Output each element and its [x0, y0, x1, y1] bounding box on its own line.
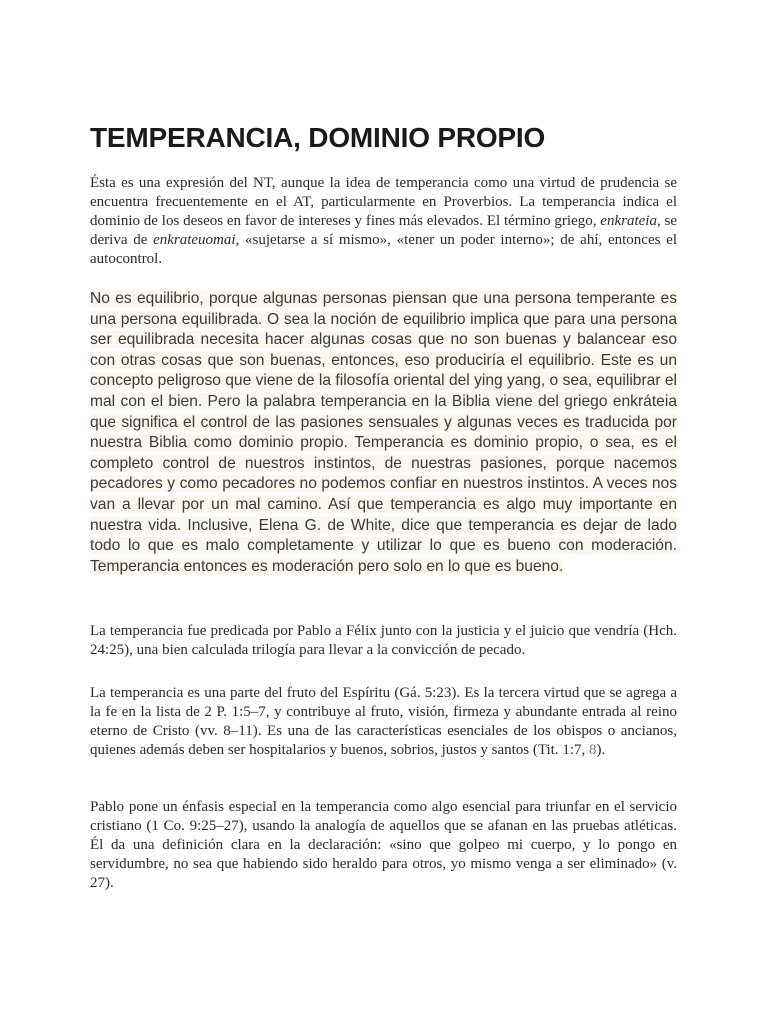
fruto-text: La temperancia es una parte del fruto del Espíritu (Gá. 5:23). Es la tercera virtud que se agrega a la fe en la lista de 2 P. 1:5–7, y contribuye al fruto, visión, firmeza y abundante entrada al reino eterno de Cristo (vv. 8–11). Es una de las características esenciales de los obispos o ancianos, quienes además deben ser hospitalarios y buenos, sobrios, justos y santos (Tit. 1:7,	[90, 685, 677, 758]
intro-paragraph	[90, 174, 677, 269]
paragraph-pablo-felix: La temperancia fue predicada por Pablo a Félix junto con la justicia y el juicio que vendría (Hch. 24:25), una bien calculada trilogía para llevar a la convicción de pecado.	[90, 623, 677, 658]
highlighted-paragraph	[90, 289, 677, 577]
intro-text-1: Ésta es una expresión del NT, aunque la idea de temperancia como una virtud de prudencia se encuentra frecuentemente en el AT, particularmente en Proverbios. La temperancia indica el dominio de los deseos en favor de intereses y fines más elevados. El término griego,	[90, 175, 677, 229]
greek-term-enkrateuomai: enkrateuomai	[153, 232, 236, 248]
fruto-text-end: ).	[596, 742, 606, 758]
greek-term-enkrateia: enkrateia	[600, 213, 657, 229]
page-title: TEMPERANCIA, DOMINIO PROPIO	[90, 122, 546, 153]
paragraph-enfasis: Pablo pone un énfasis especial en la temperancia como algo esencial para triunfar en el servicio cristiano (1 Co. 9:25–27), usando la analogía de aquellos que se afanan en las pruebas atléticas. Él da una definición clara en la declaración: «sino que golpeo mi cuerpo, y lo pongo en servidumbre, no sea que habiendo sido heraldo para otros, yo mismo venga a ser eliminado» (v. 27).	[90, 799, 677, 891]
verse-reference: 8	[588, 742, 597, 758]
highlighted-text: No es equilibrio, porque algunas personas piensan que una persona temperante es una persona equilibrada. O sea la noción de equilibrio implica que para una persona ser equilibrada necesita hacer algunas cosas que no son buenas y balancear eso con otras cosas que son buenas, entonces, eso produciría el equilibrio. Este es un concepto peligroso que viene de la filosofía oriental del ying yang, o sea, equilibrar el mal con el bien. Pero la palabra temperancia en la Biblia viene del griego enkráteia que significa el control de las pasiones sensuales y algunas veces es traducida por nuestra Biblia como dominio propio. Temperancia es dominio propio, o sea, es el completo control de nuestros instintos, de nuestras pasiones, porque nacemos pecadores y como pecadores no podemos confiar en nuestros instintos. A veces nos van a llevar por un mal camino. Así que temperancia es algo muy importante en nuestra vida. Inclusive, Elena G. de White, dice que temperancia es dejar de lado todo lo que es malo completamente y utilizar lo que es bueno con moderación. Temperancia entonces es moderación pero solo en lo que es bueno.	[90, 290, 677, 575]
intro-text-2: , se deriva de	[90, 213, 678, 248]
paragraph-fruto-espiritu	[90, 684, 677, 760]
intro-text-3: , «sujetarse a sí mismo», «tener un poder interno»; de ahí, entonces el autocontrol.	[90, 232, 677, 267]
